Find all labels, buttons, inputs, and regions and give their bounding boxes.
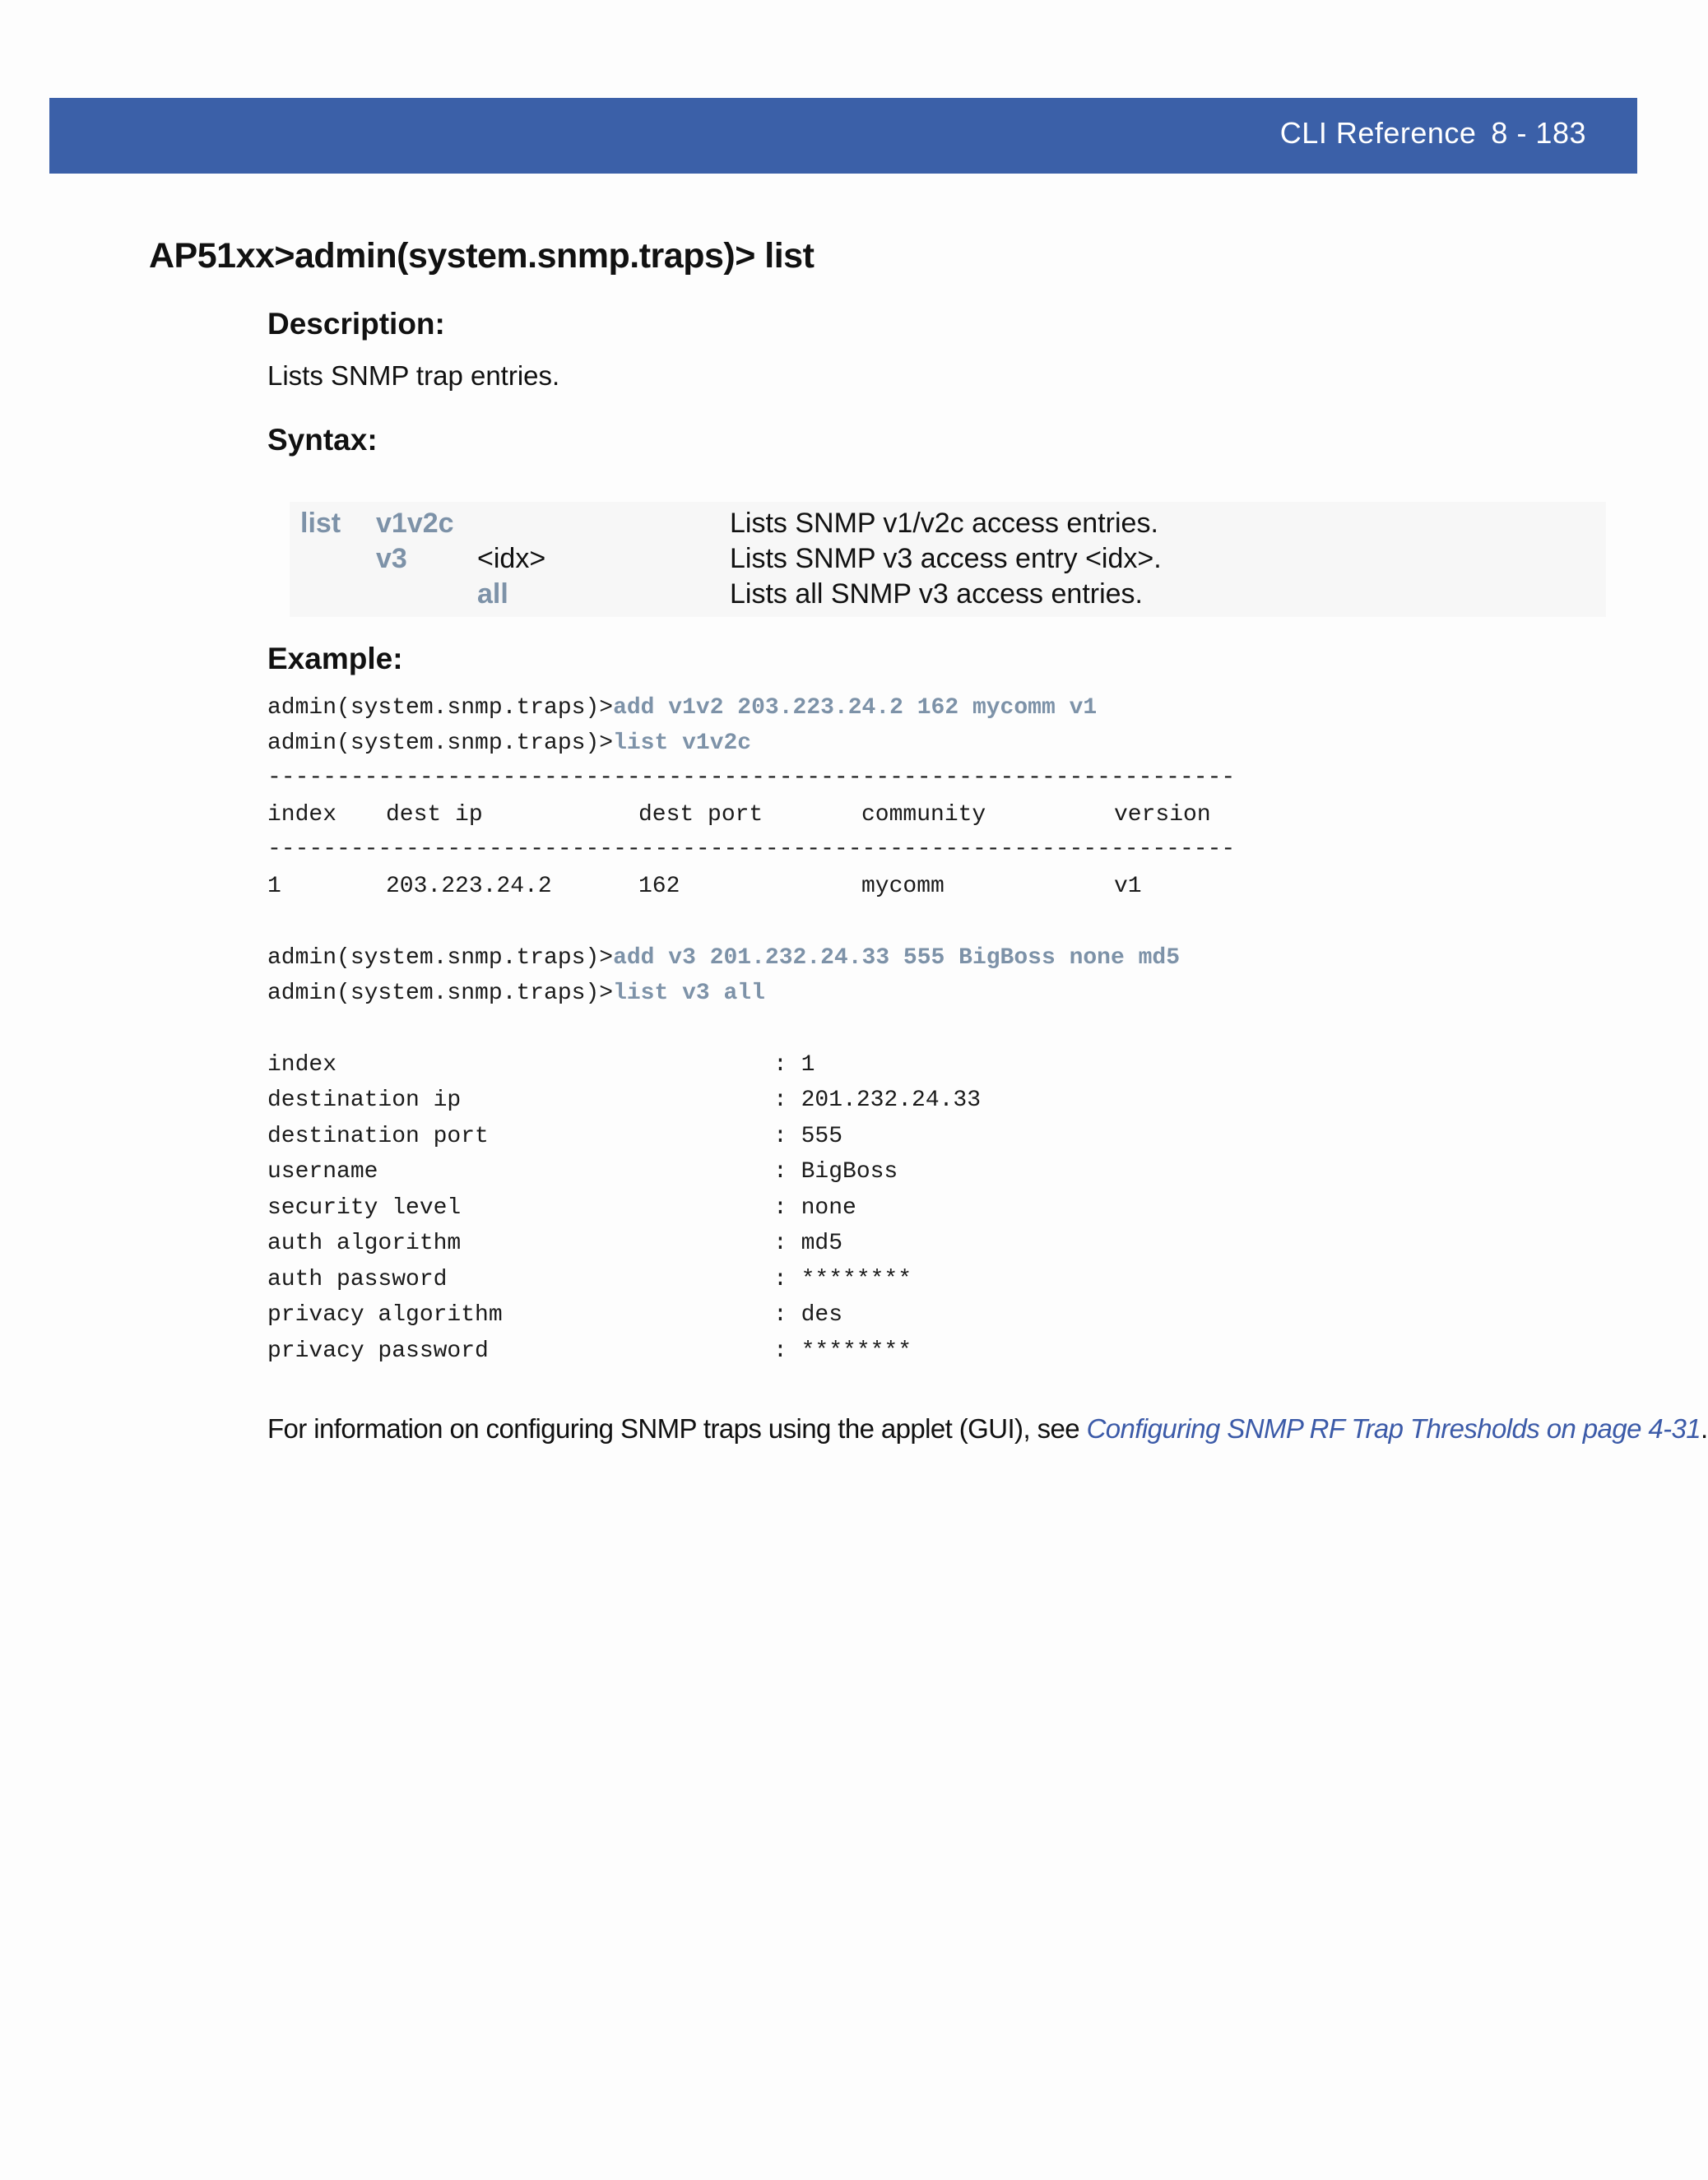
- syntax-argument: all: [477, 578, 508, 610]
- table-cell-dest-port: 162: [638, 874, 680, 899]
- cli-prompt: admin(system.snmp.traps)>: [267, 731, 614, 756]
- table-header-community: community: [861, 802, 986, 828]
- table-separator: ----------------------------------------------------------------------: [267, 837, 1236, 862]
- detail-key: auth password: [267, 1267, 448, 1292]
- detail-value: : des: [773, 1302, 843, 1328]
- detail-key: destination port: [267, 1124, 489, 1149]
- detail-key: username: [267, 1159, 378, 1185]
- syntax-command: list: [300, 508, 341, 539]
- cross-reference-link[interactable]: Configuring SNMP RF Trap Thresholds on page 4-31: [1086, 1413, 1701, 1444]
- command-title: AP51xx>admin(system.snmp.traps)> list: [149, 236, 815, 276]
- cli-command: add v1v2 203.223.24.2 162 mycomm v1: [613, 695, 1098, 721]
- detail-value: : ********: [773, 1267, 912, 1292]
- table-header-version: version: [1114, 802, 1211, 828]
- description-heading: Description:: [267, 307, 445, 341]
- note-text: For information on configuring SNMP traps using the applet (GUI), see: [267, 1413, 1087, 1444]
- header-section-title: CLI Reference: [1279, 116, 1477, 150]
- cli-command: add v3 201.232.24.33 555 BigBoss none md5: [613, 945, 1180, 971]
- detail-value: : 555: [773, 1124, 843, 1149]
- syntax-argument: <idx>: [477, 543, 546, 574]
- cli-prompt: admin(system.snmp.traps)>: [267, 695, 614, 721]
- table-cell-community: mycomm: [861, 874, 945, 899]
- cross-reference-note: [267, 1413, 1708, 1445]
- detail-key: privacy algorithm: [267, 1302, 503, 1328]
- syntax-description: Lists SNMP v3 access entry <idx>.: [730, 543, 1162, 574]
- syntax-description: Lists SNMP v1/v2c access entries.: [730, 508, 1158, 539]
- example-heading: Example:: [267, 642, 403, 675]
- detail-key: destination ip: [267, 1088, 462, 1113]
- table-separator: ----------------------------------------------------------------------: [267, 765, 1236, 791]
- cli-command: list v1v2c: [613, 731, 752, 756]
- table-header-dest-ip: dest ip: [386, 802, 483, 828]
- cli-prompt: admin(system.snmp.traps)>: [267, 981, 614, 1006]
- page-header-bar: [49, 98, 1637, 174]
- cli-command: list v3 all: [613, 981, 765, 1006]
- detail-value: : 1: [773, 1052, 815, 1078]
- code-line: [267, 945, 1180, 971]
- syntax-option: v1v2c: [376, 508, 454, 539]
- detail-key: auth algorithm: [267, 1231, 462, 1256]
- code-line: [267, 731, 751, 756]
- table-header-dest-port: dest port: [638, 802, 763, 828]
- syntax-description: Lists all SNMP v3 access entries.: [730, 578, 1143, 610]
- detail-value: : none: [773, 1195, 856, 1221]
- table-cell-index: 1: [267, 874, 281, 899]
- detail-value: : 201.232.24.33: [773, 1088, 982, 1113]
- cli-prompt: admin(system.snmp.traps)>: [267, 945, 614, 971]
- syntax-heading: Syntax:: [267, 423, 378, 457]
- detail-key: security level: [267, 1195, 462, 1221]
- table-header-index: index: [267, 802, 337, 828]
- description-text: Lists SNMP trap entries.: [267, 360, 560, 391]
- note-period: .: [1701, 1413, 1708, 1444]
- syntax-option: v3: [376, 543, 407, 574]
- code-line: [267, 695, 1097, 721]
- table-cell-dest-ip: 203.223.24.2: [386, 874, 552, 899]
- table-cell-version: v1: [1114, 874, 1142, 899]
- running-header: [1280, 116, 1586, 151]
- detail-value: : ********: [773, 1338, 912, 1364]
- detail-key: index: [267, 1052, 337, 1078]
- detail-value: : md5: [773, 1231, 843, 1256]
- header-page-number: 8 - 183: [1491, 116, 1586, 150]
- code-line: [267, 981, 765, 1006]
- detail-key: privacy password: [267, 1338, 489, 1364]
- detail-value: : BigBoss: [773, 1159, 898, 1185]
